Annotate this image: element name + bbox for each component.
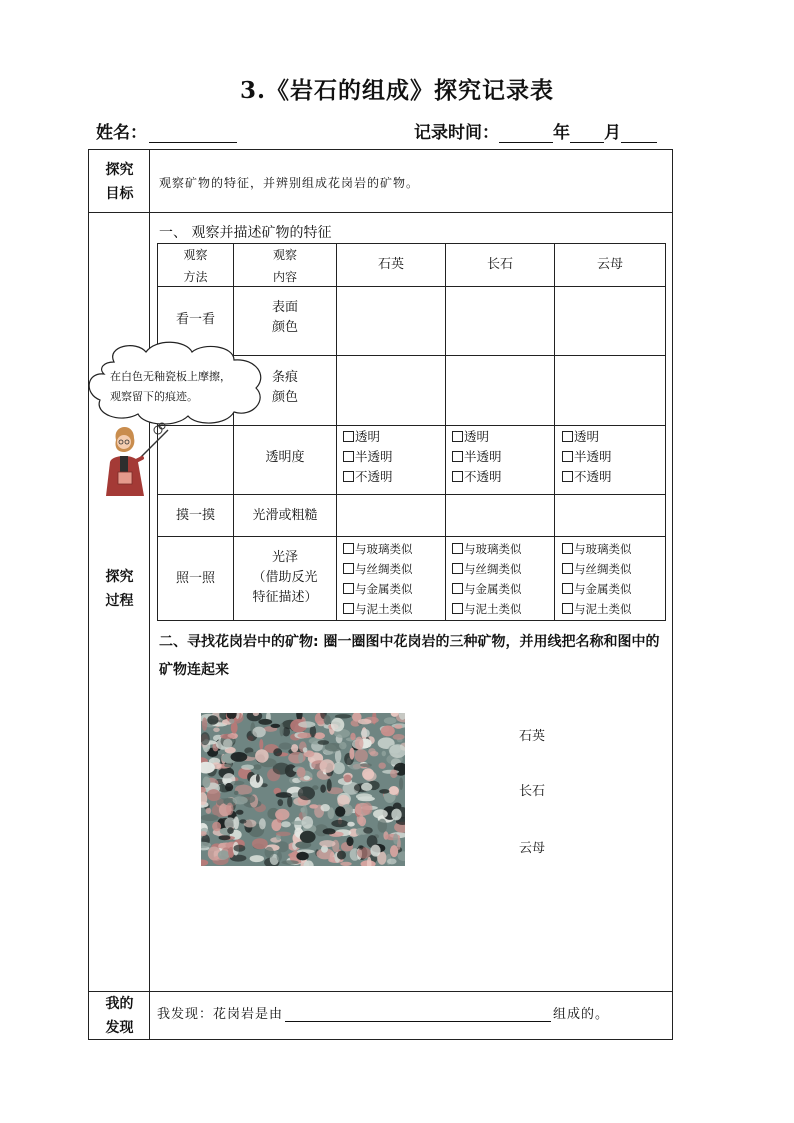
day-blank[interactable] <box>621 125 657 143</box>
option-checkbox[interactable]: 与泥土类似 <box>343 599 413 619</box>
mineral-label-mica: 云母 <box>519 841 546 856</box>
option-checkbox[interactable]: 与金属类似 <box>343 579 413 599</box>
finding-suffix: 组成的。 <box>553 1007 610 1022</box>
mineral-label-quartz: 石英 <box>519 729 546 744</box>
section1-title: 一、 观察并描述矿物的特征 <box>159 225 332 241</box>
luster-options-mica <box>562 539 632 619</box>
year-blank[interactable] <box>499 125 553 143</box>
header-method: 观察 方法 <box>183 248 208 284</box>
content-luster: 光泽 （借助反光 特征描述） <box>252 550 318 605</box>
option-checkbox[interactable]: 半透明 <box>562 447 612 467</box>
header-feldspar: 长石 <box>486 257 513 272</box>
finding-sentence <box>157 1003 609 1022</box>
option-checkbox[interactable]: 与玻璃类似 <box>452 539 522 559</box>
cloud-tip: 在白色无釉瓷板上摩擦， 观察留下的痕迹。 <box>110 370 231 403</box>
option-checkbox[interactable]: 透明 <box>343 427 393 447</box>
transparency-options-quartz <box>343 427 393 487</box>
option-checkbox[interactable]: 透明 <box>562 427 612 447</box>
header-quartz: 石英 <box>377 257 404 272</box>
frame-divider-finding <box>89 991 672 992</box>
option-checkbox[interactable]: 不透明 <box>452 467 502 487</box>
record-time-row <box>414 118 657 143</box>
granite-photo <box>201 713 405 866</box>
goal-text: 观察矿物的特征，并辨别组成花岗岩的矿物。 <box>159 176 420 190</box>
page-title: 3.《岩石的组成》探究记录表 <box>239 77 554 104</box>
content-transparency: 透明度 <box>265 450 305 465</box>
finding-label: 我的 发现 <box>105 996 134 1036</box>
option-checkbox[interactable]: 不透明 <box>343 467 393 487</box>
content-texture: 光滑或粗糙 <box>252 508 318 523</box>
transparency-options-mica <box>562 427 612 487</box>
option-checkbox[interactable]: 与丝绸类似 <box>452 559 522 579</box>
option-checkbox[interactable]: 与丝绸类似 <box>562 559 632 579</box>
record-time-label: 记录时间： <box>414 123 499 143</box>
option-checkbox[interactable]: 与泥土类似 <box>452 599 522 619</box>
frame-divider-goal <box>89 212 672 213</box>
finding-prefix: 我发现：花岗岩是由 <box>157 1007 284 1022</box>
section2-title: 二、寻找花岗岩中的矿物: 圈一圈图中花岗岩的三种矿物，并用线把名称和图中的矿物连起来 <box>159 634 660 678</box>
teacher-illustration-icon <box>100 418 180 498</box>
transparency-options-feldspar <box>452 427 502 487</box>
process-label: 探究 过程 <box>105 569 134 609</box>
goal-label: 探究 目标 <box>105 162 134 202</box>
method-shine: 照一照 <box>175 571 215 586</box>
option-checkbox[interactable]: 与金属类似 <box>452 579 522 599</box>
method-look: 看一看 <box>175 312 215 327</box>
header-mica: 云母 <box>596 257 623 272</box>
option-checkbox[interactable]: 半透明 <box>343 447 393 467</box>
mineral-label-feldspar: 长石 <box>519 784 546 799</box>
option-checkbox[interactable]: 透明 <box>452 427 502 447</box>
year-label: 年 <box>553 123 570 143</box>
content-surface-color: 表面 颜色 <box>271 300 298 335</box>
option-checkbox[interactable]: 与玻璃类似 <box>343 539 413 559</box>
method-touch: 摸一摸 <box>175 508 215 523</box>
luster-options-feldspar <box>452 539 522 619</box>
name-row <box>96 118 237 143</box>
option-checkbox[interactable]: 与金属类似 <box>562 579 632 599</box>
option-checkbox[interactable]: 与丝绸类似 <box>343 559 413 579</box>
header-content: 观察 内容 <box>272 248 297 284</box>
option-checkbox[interactable]: 与玻璃类似 <box>562 539 632 559</box>
content-streak-color: 条痕 颜色 <box>271 370 298 405</box>
name-blank[interactable] <box>149 125 237 143</box>
finding-blank[interactable] <box>285 1004 551 1022</box>
month-blank[interactable] <box>570 125 604 143</box>
month-label: 月 <box>604 123 621 143</box>
option-checkbox[interactable]: 与泥土类似 <box>562 599 632 619</box>
luster-options-quartz <box>343 539 413 619</box>
option-checkbox[interactable]: 不透明 <box>562 467 612 487</box>
option-checkbox[interactable]: 半透明 <box>452 447 502 467</box>
name-label: 姓名： <box>96 123 147 143</box>
